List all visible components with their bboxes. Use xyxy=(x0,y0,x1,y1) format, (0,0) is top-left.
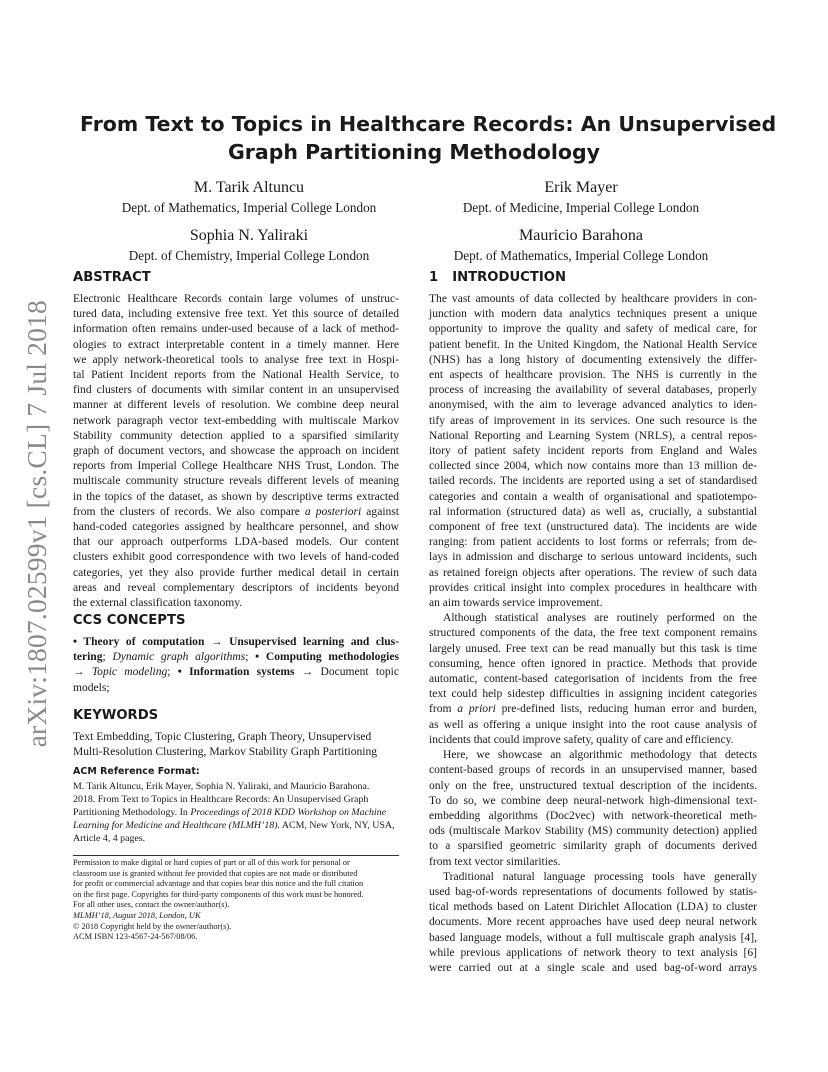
title-line-2: Graph Partitioning Methodology xyxy=(227,140,601,164)
text-segment: pre-defined lists, reducing human error and burden, xyxy=(495,703,757,716)
text-line: ranging: from patient accidents to lost forms or referrals; from de- xyxy=(429,536,757,549)
section-title: INTRODUCTION xyxy=(452,270,566,285)
text-line: ent aspects of healthcare provision. The NHS is currently in the xyxy=(429,369,757,382)
text-line: documents. More recent approaches have used deep neural network xyxy=(429,916,757,929)
text-line: tical methods based on Latent Dirichlet Allocation (LDA) to cluster xyxy=(429,901,757,914)
acm-text: Partitioning Methodology. In xyxy=(73,807,191,818)
ccs-separator: ; xyxy=(102,651,113,664)
ccs-concept: tering xyxy=(73,651,103,664)
text-line: patient benefit. In the United Kingdom, the National Health Service xyxy=(429,338,757,351)
abstract-line: the external classification taxonomy. xyxy=(73,597,243,610)
ccs-line: models; xyxy=(73,681,110,694)
text-line: tailed records. The incidents are reported using a set of standardised xyxy=(429,475,757,488)
keywords-line: Multi-Resolution Clustering, Markov Stability Graph Partitioning xyxy=(73,746,378,759)
abstract-section xyxy=(73,270,399,611)
ccs-body xyxy=(73,635,399,696)
author-3 xyxy=(84,226,414,265)
intro-paragraph-1 xyxy=(429,292,757,611)
text-line xyxy=(429,702,757,717)
text-line: only on the free, unstructured textual description of the incidents. xyxy=(429,779,757,792)
abstract-line: hand-coded categories assigned by healthcare personnel, and show xyxy=(73,521,399,534)
ccs-concept: • Information systems xyxy=(177,666,295,679)
author-affiliation: Dept. of Mathematics, Imperial College London xyxy=(453,248,709,263)
abstract-line: areas and reveal complementary descriptors of incidents beyond xyxy=(73,581,399,594)
text-line: anonymised, with the aim to leverage advanced analytics to iden- xyxy=(429,399,757,412)
author-name: Sophia N. Yaliraki xyxy=(189,227,309,244)
text-line: consuming, hence often ignored in practice. Methods that provide xyxy=(429,657,757,670)
footnote-venue xyxy=(73,911,399,922)
text-line: an aim towards service improvement. xyxy=(429,597,603,610)
ccs-concepts-section xyxy=(73,613,399,696)
abstract-text: from the clusters of records. We also compare xyxy=(73,505,305,518)
abstract-line: graph of document vectors, and showcase the approach on incident xyxy=(73,445,399,458)
intro-paragraph-3 xyxy=(429,748,757,870)
acm-reference-label: ACM Reference Format: xyxy=(73,766,200,777)
abstract-line: tured data, including extensive free text. Yet this source of detailed xyxy=(73,308,399,321)
text-line: Here, we showcase an algorithmic methodology that detects xyxy=(443,749,757,762)
acm-reference-format xyxy=(73,765,399,845)
ccs-concept: • Theory of computation → Unsupervised learning and clus- xyxy=(73,636,399,648)
text-line: embedding algorithms (Doc2vec) with network-theoretical meth- xyxy=(429,809,757,822)
text-line: To do so, we combine deep neural-network high-dimensional text- xyxy=(429,794,757,807)
acm-proceedings: Learning for Medicine and Healthcare (MLMH’18). xyxy=(73,820,280,831)
ccs-arrow: → xyxy=(73,666,92,679)
abstract-line: that our approach outperforms LDA-based models. Our content xyxy=(73,536,399,549)
text-line: largely unused. Free text can be read manually but this task is time xyxy=(429,642,757,655)
author-affiliation: Dept. of Chemistry, Imperial College London xyxy=(128,248,370,263)
abstract-italic-term: a posteriori xyxy=(304,505,362,518)
ccs-concept: Topic modeling xyxy=(91,666,168,679)
footnote-line: classroom use is granted without fee provided that copies are not made or distributed xyxy=(73,868,358,878)
abstract-line: reports from Imperial College Healthcare NHS Trust, London. The xyxy=(73,460,399,473)
footnote-line: for profit or commercial advantage and that copies bear this notice and the full citation xyxy=(73,879,364,889)
ccs-separator: ; xyxy=(245,651,256,664)
text-line: junction with modern data analytics techniques present a unique xyxy=(429,308,757,321)
acm-line: M. Tarik Altuncu, Erik Mayer, Sophia N. Yaliraki, and Mauricio Barahona. xyxy=(73,781,370,792)
abstract-line: categories, yet they also provide further medical detail in certain xyxy=(73,566,399,579)
text-line: content-based groups of records in an unsupervised manner, based xyxy=(429,764,757,777)
footnote-line: on the first page. Copyrights for third-party components of this work must be honored. xyxy=(73,889,364,899)
text-line: categories and contain a wealth of organisational and spatiotempo- xyxy=(429,490,757,503)
abstract-line: Stability community detection applied to a sparsified similarity xyxy=(73,429,399,442)
abstract-line: clusters exhibit good correspondence with two levels of hand-coded xyxy=(73,551,399,564)
venue-text: MLMH’18, August 2018, London, UK xyxy=(73,910,201,920)
abstract-line: information often remains under-used because of a lack of method- xyxy=(73,323,399,336)
ccs-concept: Dynamic graph algorithms xyxy=(112,651,246,664)
acm-line xyxy=(73,806,399,819)
abstract-line: network paragraph vector text-embedding with multiscale Markov xyxy=(73,414,399,427)
text-line: collected since 2004, which now contains more than 13 million de- xyxy=(429,460,757,473)
footnote-line: For all other uses, contact the owner/author(s). xyxy=(73,900,230,910)
footnote-divider xyxy=(73,855,399,856)
acm-text: ACM, New York, NY, USA, xyxy=(279,820,395,831)
footnote-line: Permission to make digital or hard copies of part or all of this work for personal or xyxy=(73,858,350,867)
author-2 xyxy=(416,178,746,217)
author-name: Erik Mayer xyxy=(544,179,618,196)
ccs-line xyxy=(73,635,399,650)
text-segment: from xyxy=(429,703,458,716)
text-line: text could help sidestep difficulties in assigning incident categories xyxy=(429,688,757,701)
text-line: based language models, without a full multiscale graph analysis [4], xyxy=(429,931,757,944)
text-line: itory of patient safety incident reports from England and Wales xyxy=(429,445,757,458)
text-line: lays in admission and discharge to serious untoward incidents, such xyxy=(429,551,757,564)
text-line: while previous applications of network theory to text analysis [6] xyxy=(429,946,757,959)
text-line: structured components of the data, the free text component remains xyxy=(429,627,757,640)
acm-line: Article 4, 4 pages. xyxy=(73,833,146,844)
abstract-line: manner at different levels of resolution. We combine deep neural xyxy=(73,399,399,412)
abstract-line: find clusters of documents with similar content in an unsupervised xyxy=(73,384,399,397)
ccs-separator: ; xyxy=(167,666,178,679)
keywords-heading: KEYWORDS xyxy=(73,708,159,723)
text-line: (NHS) has a long history of documenting extensively the differ- xyxy=(429,353,757,366)
permission-footnote xyxy=(73,858,399,943)
author-1 xyxy=(84,178,414,217)
author-affiliation: Dept. of Medicine, Imperial College London xyxy=(462,200,700,215)
text-line: opportunity to improve the quality and safety of medical care, for xyxy=(429,323,757,336)
title-line-1: From Text to Topics in Healthcare Records: An Unsupervised xyxy=(80,112,777,136)
abstract-body xyxy=(73,292,399,611)
text-line: Traditional natural language processing tools have generally xyxy=(443,870,757,883)
section-number: 1 xyxy=(429,270,439,285)
text-line: as retained foreign objects after operations. The review of such data xyxy=(429,566,757,579)
ccs-heading: CCS CONCEPTS xyxy=(73,613,186,628)
abstract-line: ologies to extract interpretable content in a timely manner. Here xyxy=(73,338,399,351)
ccs-line xyxy=(73,665,399,680)
acm-reference-body xyxy=(73,780,399,845)
introduction-section xyxy=(429,270,757,976)
author-name: Mauricio Barahona xyxy=(519,227,643,244)
author-4 xyxy=(416,226,746,265)
text-line: from text vector similarities. xyxy=(429,855,561,868)
text-line: tify areas of improvement in its services. One such resource is the xyxy=(429,414,757,427)
abstract-line: multiscale community structure reveals different levels of meaning xyxy=(73,475,399,488)
text-line: to a sparsified geometric similarity graph of documents derived xyxy=(429,840,757,853)
paper-title xyxy=(80,110,777,166)
text-line: automatic, content-based categorisation of incidents from the free xyxy=(429,673,757,686)
text-line: The vast amounts of data collected by healthcare providers in con- xyxy=(429,293,757,305)
text-line: Although statistical analyses are routinely performed on the xyxy=(443,612,757,625)
ccs-concept: • Computing methodologies xyxy=(255,651,399,664)
text-line: provides critical insight into complex procedures in healthcare with xyxy=(429,581,757,594)
arxiv-identifier-stamp: arXiv:1807.02599v1 [cs.CL] 7 Jul 2018 xyxy=(21,300,52,748)
text-line: were carried out at a single scale and used bag-of-word arrays xyxy=(429,961,757,974)
author-name: M. Tarik Altuncu xyxy=(193,179,305,196)
text-line: incidents that could improve safety, quality of care and efficiency. xyxy=(429,733,734,746)
acm-line xyxy=(73,819,399,832)
author-affiliation: Dept. of Mathematics, Imperial College London xyxy=(121,200,377,215)
keywords-line: Text Embedding, Topic Clustering, Graph Theory, Unsupervised xyxy=(73,731,372,743)
abstract-heading: ABSTRACT xyxy=(73,270,151,285)
ccs-line xyxy=(73,650,399,665)
italic-term: a priori xyxy=(457,703,496,716)
text-line: used bag-of-words representations of documents followed by statis- xyxy=(429,885,757,898)
acm-line: 2018. From Text to Topics in Healthcare Records: An Unsupervised Graph xyxy=(73,794,369,805)
text-line: component of free text (unstructured data). The incidents are wide xyxy=(429,521,757,534)
ccs-concept: → Document topic xyxy=(294,666,399,679)
acm-proceedings: Proceedings of 2018 KDD Workshop on Machine xyxy=(190,807,386,818)
text-line: as well as offering a unique insight into the root cause analysis of xyxy=(429,718,757,731)
text-line: National Reporting and Learning System (NRLS), a central repos- xyxy=(429,429,757,442)
abstract-line: in the topics of the dataset, as shown by descriptive terms extracted xyxy=(73,490,399,503)
intro-paragraph-4 xyxy=(429,870,757,976)
footnote-isbn: ACM ISBN 123-4567-24-567/08/06. xyxy=(73,932,198,942)
abstract-text: against xyxy=(361,505,399,518)
abstract-line: Electronic Healthcare Records contain large volumes of unstruc- xyxy=(73,293,399,305)
keywords-section xyxy=(73,708,399,760)
introduction-heading xyxy=(429,270,757,286)
footnote-copyright: © 2018 Copyright held by the owner/author(s). xyxy=(73,921,232,931)
text-line: ods (multiscale Markov Stability (MS) community detection) applied xyxy=(429,825,757,838)
intro-paragraph-2 xyxy=(429,611,757,748)
text-line: ral information (structured data) as well as, crucially, a substantial xyxy=(429,505,757,518)
abstract-line: we apply network-theoretical tools to analyse free text in Hospi- xyxy=(73,353,399,366)
abstract-line xyxy=(73,505,399,520)
keywords-body xyxy=(73,730,399,760)
text-line: process of increasing the availability of several databases, properly xyxy=(429,384,757,397)
abstract-line: tal Patient Incident reports from the National Health Service, to xyxy=(73,369,399,382)
